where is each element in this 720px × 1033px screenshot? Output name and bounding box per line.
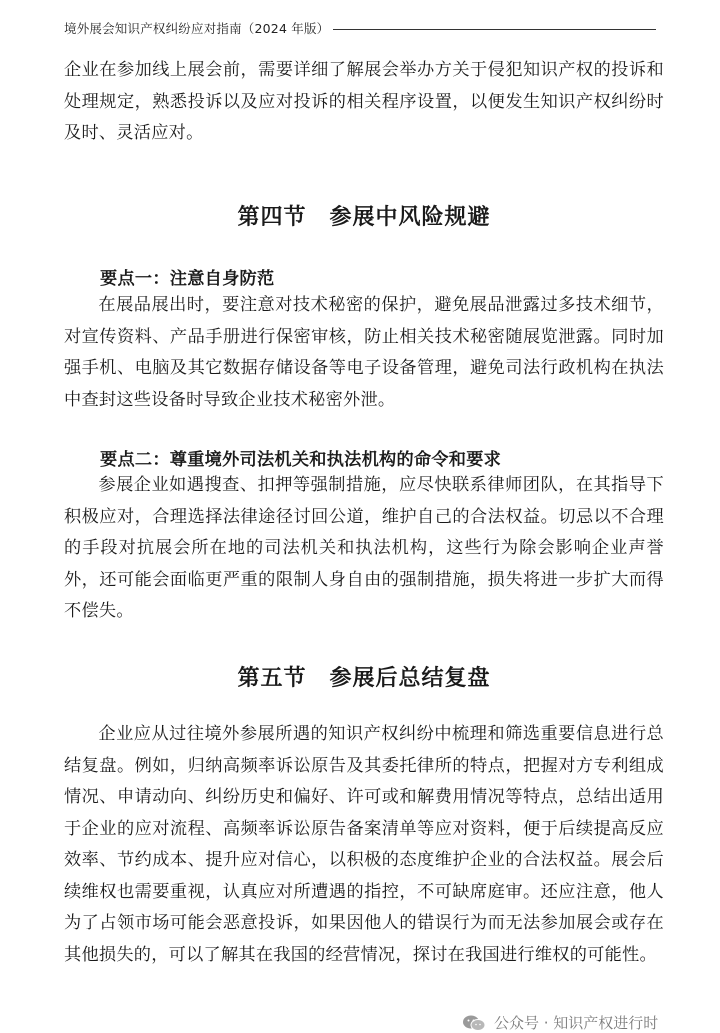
section4-point2-title: 要点二：尊重境外司法机关和执法机构的命令和要求 — [100, 450, 502, 470]
section5-heading: 第五节 参展后总结复盘 — [237, 666, 491, 691]
intro-paragraph: 企业在参加线上展会前，需要详细了解展会举办方关于侵犯知识产权的投诉和处理规定，熟悉投诉以及应对投诉的相关程序设置，以便发生知识产权纠纷时及时、灵活应对。 — [64, 60, 664, 143]
watermark-text: 公众号 · 知识产权进行时 — [494, 1014, 659, 1032]
section4-point1-title: 要点一：注意自身防范 — [100, 269, 275, 289]
section4-heading: 第四节 参展中风险规避 — [237, 205, 491, 230]
section4-point1-body: 在展品展出时，要注意对技术秘密的保护，避免展品泄露过多技术细节，对宣传资料、产品手册进行保密审核，防止相关技术秘密随展览泄露。同时加强手机、电脑及其它数据存储设备等电子设备管理，避免司法行政机构在执法中查封这些设备时导致企业技术秘密外泄。 — [64, 295, 664, 410]
header-title: 境外展会知识产权纠纷应对指南（2024 年版） — [64, 21, 330, 36]
page-header — [64, 18, 656, 38]
header-rule — [333, 29, 656, 30]
section5-body: 企业应从过往境外参展所遇的知识产权纠纷中梳理和筛选重要信息进行总结复盘。例如，归纳高频率诉讼原告及其委托律所的特点，把握对方专利组成情况、申请动向、纠纷历史和偏好、许可或和解费用情况等特点，总结出适用于企业的应对流程、高频率诉讼原告备案清单等应对资料，便于后续提高反应效率、节约成本、提升应对信心，以积极的态度维护企业的合法权益。展会后续维权也需要重视，认真应对所遭遇的指控，不可缺席庭审。还应注意，他人为了占领市场可能会恶意投诉，如果因他人的错误行为而无法参加展会或存在其他损失的，可以了解其在我国的经营情况，探讨在我国进行维权的可能性。 — [64, 724, 664, 965]
watermark — [462, 1012, 658, 1033]
wechat-icon — [462, 1014, 486, 1032]
section4-point2-body: 参展企业如遇搜查、扣押等强制措施，应尽快联系律师团队，在其指导下积极应对，合理选择法律途径讨回公道，维护自己的合法权益。切忌以不合理的手段对抗展会所在地的司法机关和执法机构，这些行为除会影响企业声誉外，还可能会面临更严重的限制人身自由的强制措施，损失将进一步扩大而得不偿失。 — [64, 475, 664, 621]
